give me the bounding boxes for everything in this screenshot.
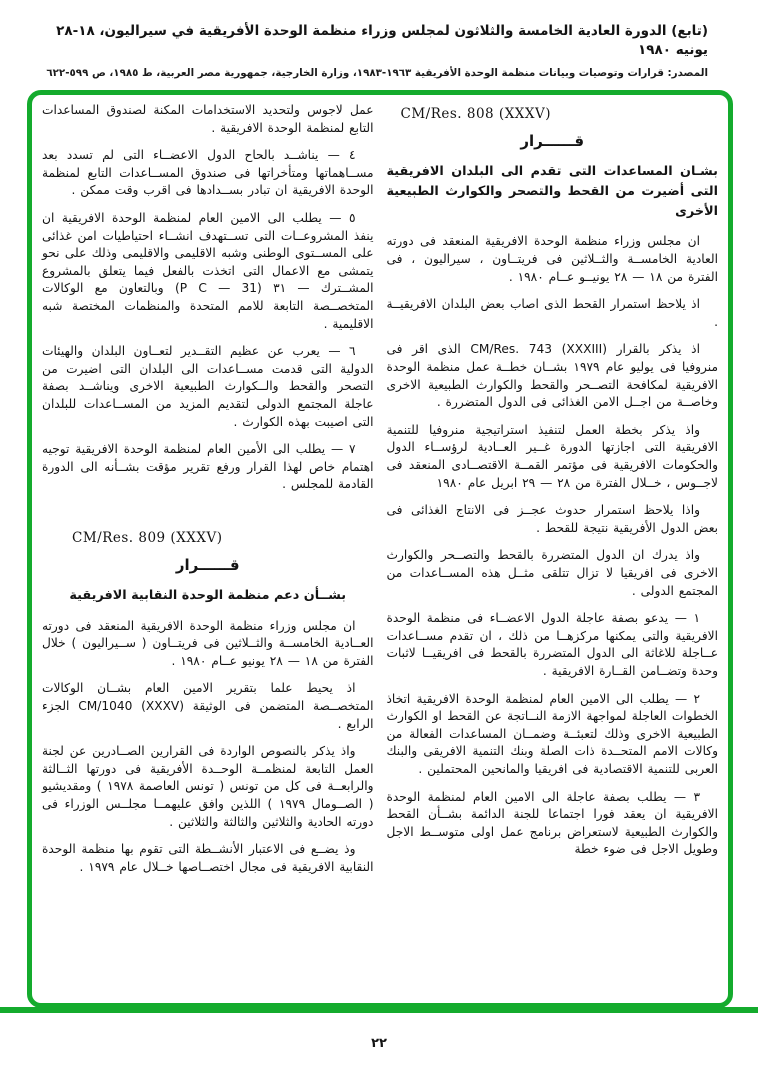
resolution-ref-808: CM/Res. 808 (XXXV) xyxy=(400,106,552,122)
paragraph: واذ يدرك ان الدول المتضررة بالقحط والتصــحر والكوارث الاخرى فى افريقيا لا تزال تتلقى مثــل هذه المســاعدات من المجتمع الدولى . xyxy=(386,548,718,598)
paragraph: ٣ — يطلب بصفة عاجلة الى الامين العام لمنظمة الوحدة الافريقية ان يعقد فورا اجتماعا للجنة الدائمة بشــأن القحط والكوارث الطبيعية لاستعراض برنامج عمل اولى متوســط الاجل وطويل الاجل فى ضوء خطة xyxy=(386,789,718,857)
vertical-spacer xyxy=(42,504,374,526)
paragraph: ان مجلس وزراء منظمة الوحدة الافريقية المنعقد فى دورته العــادية الخامســة والثــلاثين فى فريتــاون ( ســيراليون ) خلال الفترة من ١٨ — ٢٨ يونيو عــام ١٩٨٠ . xyxy=(42,618,374,668)
paragraph: اذ يحيط علما بتقرير الامين العام بشــان الوكالات المتخصــصة المتضمن فى الوثيقة CM/1040 (XXXV) الجزء الرابع . xyxy=(42,681,374,731)
two-column-layout xyxy=(42,102,718,997)
paragraph: ٥ — يطلب الى الامين العام لمنظمة الوحدة الافريقية ان ينفذ المشروعــات التى تســتهدف انشــاء احتياطيات امن غذائى على المســتوى الوطنى وشبه الاقليمى والاقليمى وذلك على نحو يتمشى مع الاعمال التى اتخذت بالفعل فيما يتعلق بالمشروع المشــترك — ٣١ (P C — 31) وبالتعاون مع الوكالات المتخصــصة التابعة للامم المتحدة والمنظمات المختصة شبه الاقليمية . xyxy=(42,210,374,331)
bottom-green-rule xyxy=(0,1007,758,1013)
paragraph: وذ يضــع فى الاعتبار الأنشــطة التى تقوم بها منظمة الوحدة النقابية الافريقية فى مجال اختصــاصها خــلال عام ١٩٧٩ . xyxy=(42,842,374,874)
green-border-frame xyxy=(27,90,733,1008)
paragraph: ٢ — يطلب الى الامين العام لمنظمة الوحدة الافريقية اتخاذ الخطوات العاجلة لمواجهة الازمة النــاتجة عن القحط او الكوارث الطبيعية الاخرى وذلك لتعبئــة وضمــان المساعدات الفعالة من وكالات الامم المتحــدة ذات الصلة وبنك التنمية الافريقى والبنك العربى للتنمية الاقتصادية فى افريقيا والمانحين المحتملين . xyxy=(386,691,718,776)
paragraph: واذ يذكر بخطة العمل لتنفيذ استراتيجية منروفيا للتنمية الافريقية التى اجازتها الدورة غــير العــادية لرؤســاء الدول والحكومات الافريقية فى مؤتمر القمــة الاقتصــادى المنعقد فى لاجــوس ، خــلال الفترة من ٢٨ — ٢٩ ابريل عام ١٩٨٠ xyxy=(386,422,718,490)
paragraph: واذ يذكر بالنصوص الواردة فى القرارين الصــادرين عن لجنة العمل التابعة لمنظمــة الوحــدة الأفريقية فى دورتها الثــالثة والرابعــة فى كل من تونس ( تونس العاصمة ١٩٧٨ ) ومقديشيو ( الصــومال ١٩٧٩ ) اللذين وافق عليهمــا مجلــس الوزراء فى دورته الحادية والثلاثين والثالثة والثلاثين . xyxy=(42,744,374,829)
source-line: المصدر: قرارات وتوصيات وبيانات منظمة الوحدة الأفريقية ١٩٦٣-١٩٨٣، وزارة الخارجية، جمهورية مصر العربية، ط ١٩٨٥، ص ٥٩٩-٦٢٢ xyxy=(46,66,708,79)
resolution-ref-809: CM/Res. 809 (XXXV) xyxy=(72,529,223,546)
resolution-title-809: بشــأن دعم منظمة الوحدة النقابية الافريقية xyxy=(69,587,347,603)
column-right-res-808 xyxy=(387,102,719,997)
paragraph: واذا يلاحظ استمرار حدوث عجــز فى الانتاج الغذائى فى بعض الدول الأفريقية نتيجة للقحط . xyxy=(386,503,718,535)
paragraph: ان مجلس وزراء منظمة الوحدة الافريقية المنعقد فى دورته العادية الخامســة والثــلاثين فى فريتــاون ، سيراليون ، فى الفترة من ١٨ — ٢٨ يونيــو عــام ١٩٨٠ . xyxy=(386,234,718,284)
page-header xyxy=(28,22,708,79)
column-left-res-809 xyxy=(42,102,374,997)
paragraph: ٦ — يعرب عن عظيم التقــدير لتعــاون البلدان والهيئات الدولية التى قدمت مســاعدات الى البلدان التى اضيرت من التصحر والقحط والــكوارث الطبيعية الاخرى ويناشــد بصفة عاجلة المجتمع الدولى لتقديم المزيد من المســاعدات للبلدان التى اصيبت بهذه الكوارث . xyxy=(42,344,374,429)
paragraph: عمل لاجوس ولتحديد الاستخدامات المكنة لصندوق المساعدات التابع لمنظمة الوحدة الافريقية . xyxy=(42,103,374,135)
paragraph: ٧ — يطلب الى الأمين العام لمنظمة الوحدة الافريقية توجيه اهتمام خاص لهذا القرار ورفع تقرير مؤقت بشــأنه الى الدورة القادمة للمجلس . xyxy=(42,442,374,492)
paragraph: اذ يذكر بالقرار CM/Res. 743 (XXXIII) الذى اقر فى منروفيا فى يوليو عام ١٩٧٩ بشــان خطــة عمل منظمة الوحدة الافريقية لمكافحة التصــحر والقحط والكوارث الطبيعية الاخرى وخاصــة من اجــل الامن الغذائى فى الدول المتضررة . xyxy=(386,342,718,410)
session-title: (تابع) الدورة العادية الخامسة والثلاثون لمجلس وزراء منظمة الوحدة الأفريقية في سيراليون، ١٨-٢٨ يونيه ١٩٨٠ xyxy=(56,23,708,58)
decree-heading: قــــــرار xyxy=(175,555,240,574)
paragraph: ٤ — يناشــد بالحاح الدول الاعضــاء التى لم تسدد بعد مســاهماتها ومتأخراتها فى صندوق المســاعدات التابع لمنظمة الوحدة الافريقية ان تبادر بســدادها فى اقرب وقت ممكن . xyxy=(42,148,374,198)
decree-heading: قــــــرار xyxy=(520,132,585,150)
paragraph: ١ — يدعو بصفة عاجلة الدول الاعضــاء فى منظمة الوحدة الافريقية والتى يمكنها مركزهــا من ذلك ، ان تقدم مســاعدات عــاجلة للاغاثة الى الدول المتضررة بالقحط فى افريقيــا لاثبات وحدة وتضــامن القــارة الافريقية . xyxy=(386,611,718,678)
paragraph: اذ يلاحظ استمرار القحط الذى اصاب بعض البلدان الافريقيــة . xyxy=(386,297,718,329)
page-number: ٢٢ xyxy=(371,1036,387,1051)
resolution-title-808: بشـان المساعدات التى تقدم الى البلدان الافريقية التى أضيرت من القحط والتصحر والكوارث الطبيعية الأخرى xyxy=(386,164,718,219)
